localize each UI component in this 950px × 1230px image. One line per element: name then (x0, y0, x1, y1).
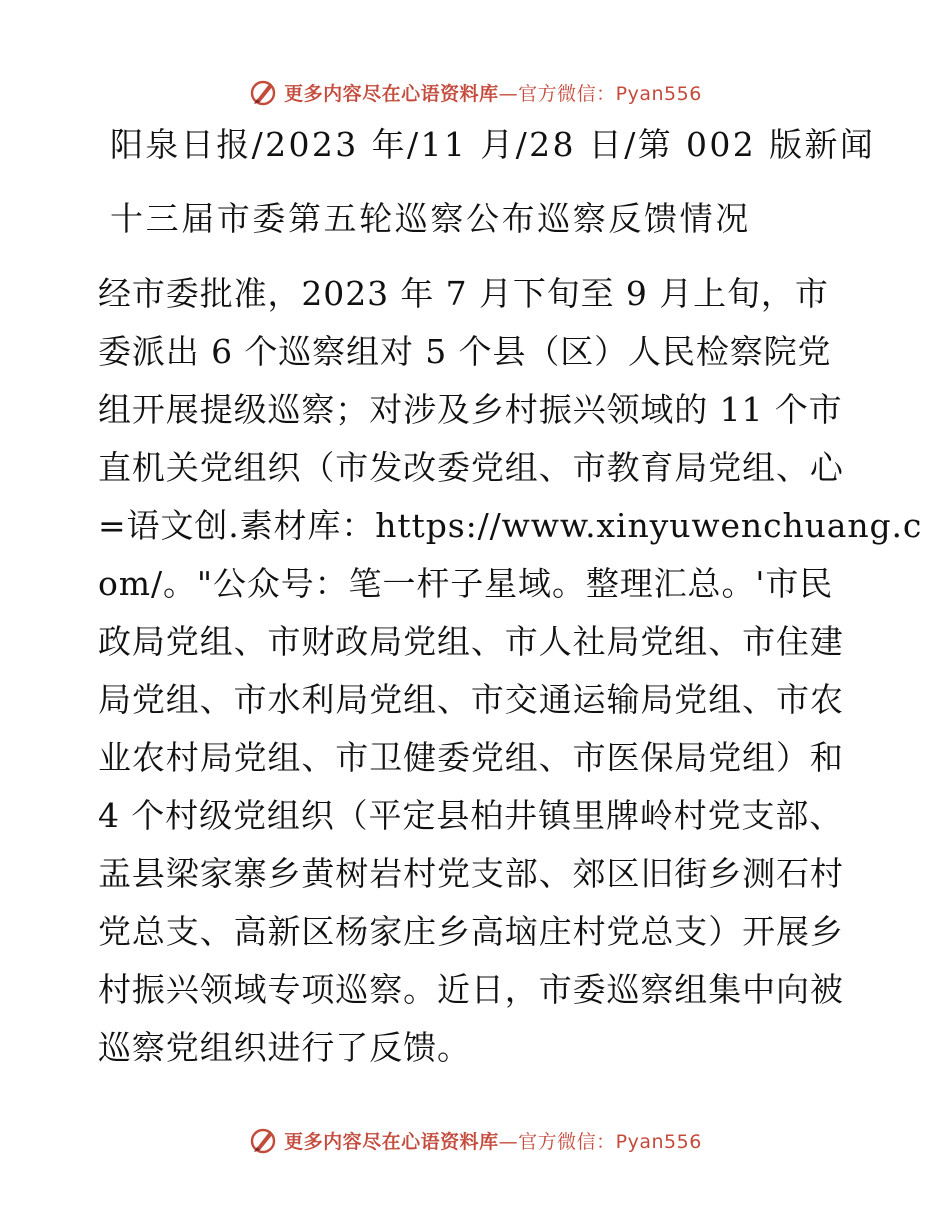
body-line: 巡察党组织进行了反馈。 (98, 1028, 471, 1067)
watermark-main-text: 更多内容尽在心语资料库 (284, 1130, 499, 1153)
body-line: 4 个村级党组织（平定县柏井镇里牌岭村党支部、 (98, 796, 844, 835)
article-title: 十三届市委第五轮巡察公布巡察反馈情况 (110, 199, 751, 238)
watermark-banner-bottom (0, 1118, 950, 1162)
body-line: 直机关党组织（市发改委党组、市教育局党组、心 (98, 448, 844, 487)
body-line: om/。"公众号：笔一杆子星域。整理汇总。'市民 (98, 564, 834, 603)
watermark-main-text: 更多内容尽在心语资料库 (284, 82, 499, 105)
quill-pen-logo-icon (248, 1125, 278, 1155)
body-line: 盂县梁家寨乡黄树岩村党支部、郊区旧街乡测石村 (98, 854, 844, 893)
body-line: 组开展提级巡察；对涉及乡村振兴领域的 11 个市 (98, 390, 843, 429)
watermark-separator: — (498, 82, 519, 105)
body-line: =语文创.素材库：https://www.xinyuwenchuang.c (98, 506, 923, 545)
watermark-contact-text: 官方微信：Pyan556 (518, 1130, 702, 1153)
body-line: 经市委批准，2023 年 7 月下旬至 9 月上旬，市 (98, 274, 829, 313)
watermark-banner-top (0, 70, 950, 114)
article-body (98, 273, 923, 1085)
body-line: 局党组、市水利局党组、市交通运输局党组、市农 (98, 680, 844, 719)
body-line: 党总支、高新区杨家庄乡高垴庄村党总支）开展乡 (98, 912, 844, 951)
source-line: 阳泉日报/2023 年/11 月/28 日/第 002 版新闻 (110, 125, 876, 164)
body-line: 业农村局党组、市卫健委党组、市医保局党组）和 (98, 738, 844, 777)
watermark-contact-text: 官方微信：Pyan556 (518, 82, 702, 105)
quill-pen-logo-icon (248, 77, 278, 107)
body-line: 村振兴领域专项巡察。近日，市委巡察组集中向被 (98, 970, 844, 1009)
body-line: 委派出 6 个巡察组对 5 个县（区）人民检察院党 (98, 332, 832, 371)
body-line: 政局党组、市财政局党组、市人社局党组、市住建 (98, 622, 844, 661)
watermark-separator: — (498, 1130, 519, 1153)
